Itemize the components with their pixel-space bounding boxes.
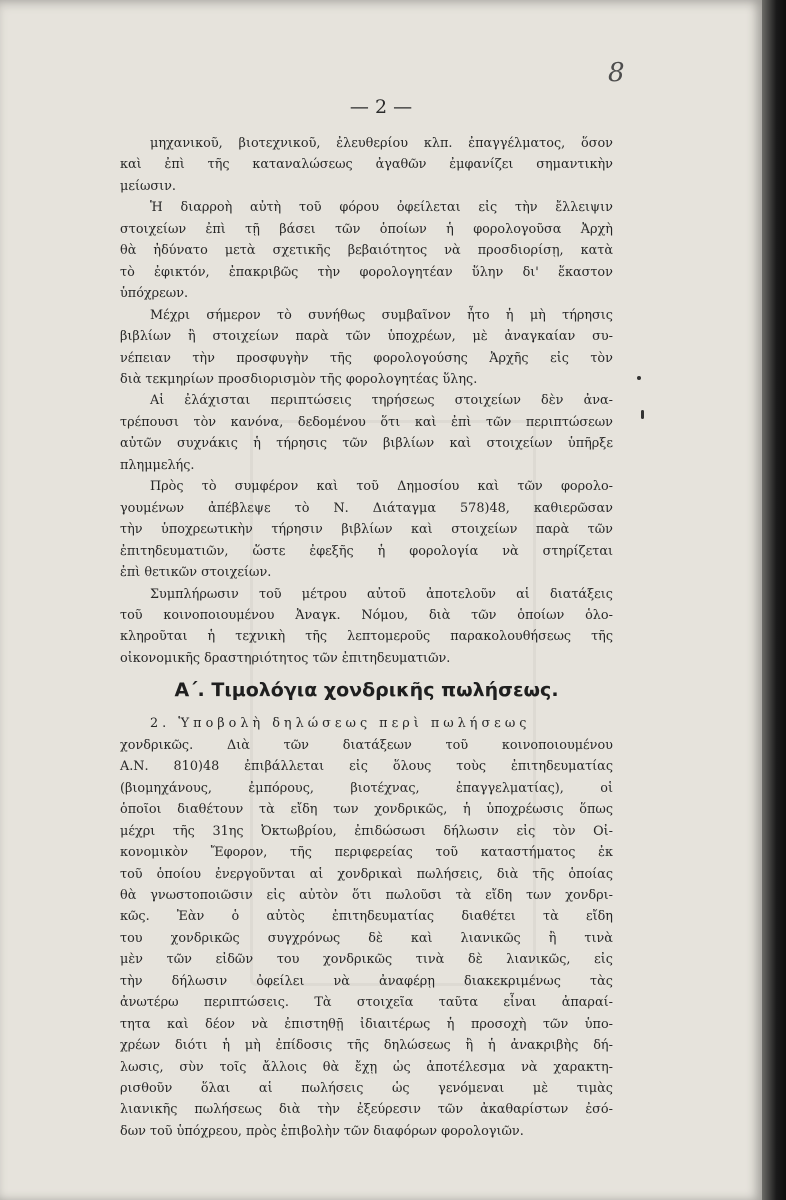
text-line: λωσις, σὺν τοῖς ἄλλοις θὰ ἔχῃ ὡς ἀποτέλεσμα νὰ χαρακτη- [120,1059,613,1075]
text-line: καὶ ἐπὶ τῆς καταναλώσεως ἀγαθῶν ἐμφανίζει σημαντικὴν [120,157,613,173]
text-line: ἐπὶ θετικῶν στοιχείων. [120,565,272,581]
paragraph-5 [120,476,613,583]
text-line: (βιομηχάνους, ἐμπόρους, βιοτέχνας, ἐπαγγελματίας), οἱ [120,780,613,796]
text-line: τὴν δήλωσιν ὀφείλει νὰ ἀναφέρῃ διακεκριμένως τὰς [120,973,613,989]
text-line: του χονδρικῶς συγχρόνως δὲ καὶ λιανικῶς ἢ τινὰ [120,930,613,946]
text-line: τὴν ὑποχρεωτικὴν τήρησιν βιβλίων καὶ στοιχείων παρὰ τῶν [120,522,613,538]
body-text [120,133,613,1142]
text-line: χονδρικῶς. Διὰ τῶν διατάξεων τοῦ κοινοποιουμένου [120,737,613,753]
handwritten-page-mark: 8 [608,58,625,88]
text-line: ρισθοῦν ὅλαι αἱ πωλήσεις ὡς γενόμεναι μὲ τιμὰς [120,1081,613,1097]
text-line: ὁποῖοι διαθέτουν τὰ εἴδη των χονδρικῶς, ἡ ὑποχρέωσις ὅπως [120,802,613,818]
text-line: κονομικὸν Ἔφορον, τῆς περιφερείας τοῦ καταστήματος ἐκ [120,845,613,861]
text-line: πλημμελής. [120,457,195,473]
text-line: λιανικῆς πωλήσεως διὰ τὴν ἐξεύρεσιν τῶν ἀκαθαρίστων ἐσό- [120,1102,613,1118]
text-line: μὲν τῶν εἰδῶν του χονδρικῶς τινὰ δὲ λιανικῶς, εἰς [120,952,613,968]
text-line: θὰ ἠδύνατο μετὰ σχετικῆς βεβαιότητος νὰ προσδιορίσῃ, κατὰ [120,243,613,259]
text-line: ἐπιτηδευματιῶν, ὥστε ἐφεξῆς ἡ φορολογία νὰ στηρίζεται [120,543,613,559]
text-line: Αἱ ἐλάχισται περιπτώσεις τηρήσεως στοιχείων δὲν ἀνα- [150,393,613,409]
text-line: Α.Ν. 810)48 ἐπιβάλλεται εἰς ὅλους τοὺς ἐπιτηδευματίας [120,759,613,775]
text-line: χρέων διότι ἡ μὴ ἐπίδοσις τῆς δηλώσεως ἢ ἡ ἀνακριβὴς δή- [120,1038,613,1054]
text-line: διὰ τεκμηρίων προσδιορισμὸν τῆς φορολογητέας ὕλης. [120,371,478,387]
text-line: οἰκονομικῆς δραστηριότητος τῶν ἐπιτηδευματιῶν. [120,650,451,666]
text-line: στοιχείων ἐπὶ τῇ βάσει τῶν ὁποίων ἡ φορολογοῦσα Ἀρχὴ [120,221,613,237]
text-line: θὰ γνωστοποιῶσιν εἰς αὐτὸν ὅτι πωλοῦσι τὰ εἴδη των χονδρι- [120,887,613,903]
paragraph-4 [120,390,613,476]
text-line: τὸ ἐφικτόν, ἐπακριβῶς τὴν φορολογητέαν ὕλην δι' ἕκαστον [120,264,613,280]
text-line: βιβλίων ἢ στοιχείων παρὰ τῶν ὑποχρέων, μὲ ἀναγκαίαν συ- [120,329,613,345]
text-line: Συμπλήρωσιν τοῦ μέτρου αὐτοῦ ἀποτελοῦν αἱ διατάξεις [150,586,613,602]
text-line: ὑπόχρεων. [120,286,189,302]
text-line: Ἡ διαρροὴ αὐτὴ τοῦ φόρου ὀφείλεται εἰς τὴν ἔλλειψιν [150,200,613,216]
paragraph-2 [120,197,613,304]
text-line: κῶς. Ἐὰν ὁ αὐτὸς ἐπιτηδευματίας διαθέτει τὰ εἴδη [120,909,613,925]
text-line: μηχανικοῦ, βιοτεχνικοῦ, ἐλευθερίου κλπ. ἐπαγγέλματος, ὅσον [150,136,613,151]
text-line: τητα καὶ δέον νὰ ἐπιστηθῇ ἰδιαιτέρως ἡ προσοχὴ τῶν ὑπο- [120,1016,613,1032]
text-line: αὐτῶν συχνάκις ἡ τήρησις τῶν βιβλίων καὶ στοιχείων ὑπῆρξε [120,436,613,452]
margin-mark [637,376,641,380]
text-line: κληροῦται ἡ τεχνικὴ τῆς λεπτομεροῦς παρακολουθήσεως τῆς [120,629,613,645]
page-number: — 2 — [349,96,413,118]
text-line: Μέχρι σήμερον τὸ συνήθως συμβαῖνον ἦτο ἡ μὴ τήρησις [150,307,613,323]
text-line: ἀνωτέρω περιπτώσεις. Τὰ στοιχεῖα ταῦτα εἶναι ἀπαραί- [120,995,613,1011]
text-line: μέχρι τῆς 31ης Ὀκτωβρίου, ἐπιδώσωσι δήλωσιν εἰς τὸν Οἰ- [120,823,613,839]
paragraph-7 [120,713,613,1142]
text-line: τοῦ κοινοποιουμένου Ἀναγκ. Νόμου, διὰ τῶν ὁποίων ὁλο- [120,607,613,623]
text-line: Πρὸς τὸ συμφέρον καὶ τοῦ Δημοσίου καὶ τῶν φορολο- [150,479,613,495]
text-line: μείωσιν. [120,178,176,194]
section-heading: Α΄. Τιμολόγια χονδρικῆς πωλήσεως. [174,679,559,702]
paragraph-7-first-line: 2. Ὑποβολὴ δηλώσεως περὶ πωλήσεως [150,716,531,732]
text-line: δων τοῦ ὑπόχρεου, πρὸς ἐπιβολὴν τῶν διαφόρων φορολογιῶν. [120,1123,524,1139]
text-line: γουμένων ἀπέβλεψε τὸ Ν. Διάταγμα 578)48, καθιερῶσαν [120,500,613,516]
text-line: τοῦ ὁποίου ἐνεργοῦνται αἱ χονδρικαὶ πωλήσεις, διὰ τῆς ὁποίας [120,866,613,882]
text-line: τρέπουσι τὸν κανόνα, δεδομένου ὅτι καὶ ἐπὶ τῶν περιπτώσεων [120,414,613,430]
paragraph-1 [120,133,613,197]
paragraph-6 [120,584,613,670]
margin-mark [641,410,644,419]
text-line: νέπειαν τὴν προσφυγὴν τῆς φορολογούσης Ἀρχῆς εἰς τὸν [120,350,613,366]
paragraph-3 [120,305,613,391]
page-edge-shadow [762,0,786,1200]
